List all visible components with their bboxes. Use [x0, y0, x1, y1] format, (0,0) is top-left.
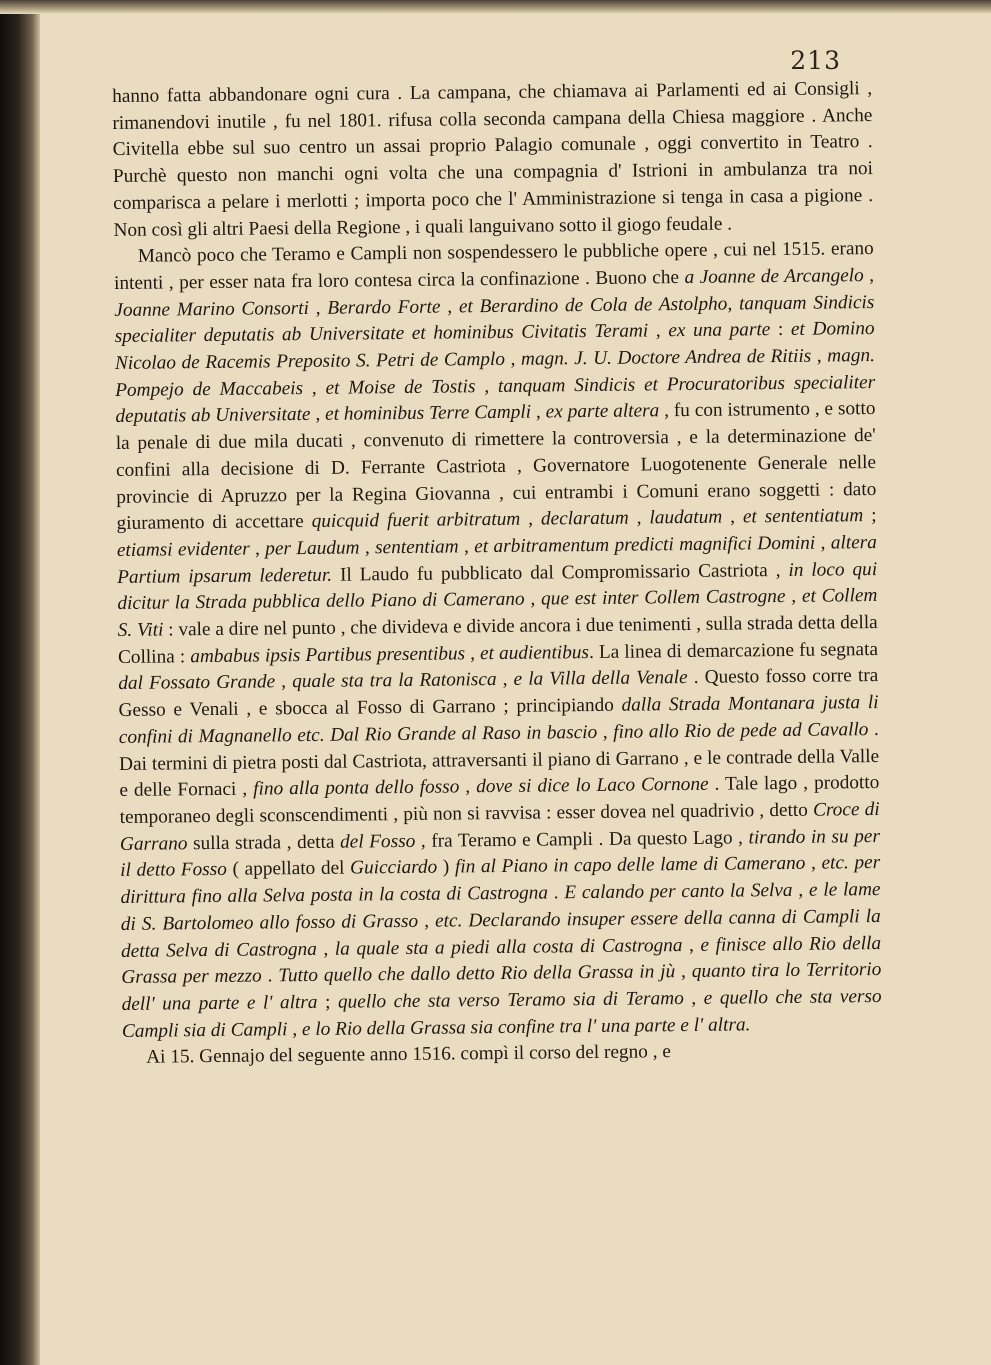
italic-text: e finisce allo Rio della Grassa per mezzo [121, 932, 882, 989]
roman-text: ) [437, 856, 456, 879]
roman-text: Ai 15. Gennajo del seguente anno 1516. compì il corso del regno , e [146, 1041, 672, 1069]
roman-text: ; [863, 505, 877, 527]
roman-text: , [722, 506, 744, 528]
roman-text: , [308, 297, 328, 319]
roman-text: , [458, 536, 475, 558]
roman-text: , [359, 537, 376, 559]
italic-text: tanquam Sindicis et Procuratoribus specialiter deputatis ab Universitate [115, 371, 876, 428]
roman-text: , [249, 538, 266, 560]
italic-text: e la Villa della Venale [513, 667, 688, 691]
italic-text: et hominibus Terre Campli [324, 402, 532, 426]
roman-text: , [524, 588, 542, 611]
italic-text: Tutto quello che dallo detto Rio della Grassa in jù [278, 961, 676, 987]
italic-text: dove si dice lo Laco Cornone [476, 774, 709, 798]
roman-text: , [475, 375, 499, 397]
italic-text: fino allo Rio de pede ad Cavallo [613, 718, 869, 743]
italic-text: quicquid fuerit arbitratum [311, 508, 521, 533]
roman-text: , fu con istrumento , e sotto la penale di due mila ducati , convenuto di rimettere la controversia , e la determinazione de' confini alla decisione di D. Ferrante Castriota , Governatore Luogotenente Generale nelle provincie di Apruzzo per la Regina Giovanna , cui entrambi i Comuni erano soggetti : dato giuramento di accettare [115, 398, 877, 535]
italic-text: tanquam Sindicis specialiter deputatis ab Universitate et hominibus Civitatis Terami [114, 291, 875, 348]
roman-text: . Tale lago , prodotto temporaneo degli sconscendimenti , più non si ravvisa : esser dovea nel quadrivio , detto [119, 772, 880, 828]
roman-text: , [530, 401, 546, 424]
roman-text: Il Laudo fu pubblicato dal Compromissario Castriota , [331, 559, 789, 586]
roman-text: : [770, 319, 792, 341]
roman-text: , [675, 961, 692, 983]
roman-text: ( appellato del [226, 857, 351, 881]
roman-text: sulla strada , detta [187, 831, 341, 854]
italic-text: a Joanne de Arcangelo [684, 265, 864, 288]
body-text [112, 76, 882, 1072]
italic-text: del Fosso [339, 830, 416, 853]
roman-text: . Questo fosso corre tra Gesso e Venali , e sbocca al Fosso di Garrano ; principiando [118, 665, 879, 722]
italic-text: et sententiatum [742, 505, 864, 528]
italic-text: declaratum [540, 507, 629, 530]
italic-text: et audientibus [479, 641, 590, 664]
book-binding-edge [0, 0, 40, 1365]
roman-text: , [440, 296, 460, 318]
italic-text: quello che sta verso Teramo sia di Teramo [337, 987, 684, 1013]
roman-text: , [520, 508, 542, 530]
italic-text: Croce di Garrano [119, 798, 880, 855]
page-number: 213 [790, 46, 841, 75]
italic-text: fin al Piano in capo delle lame di Camerano [454, 853, 806, 878]
italic-text: etc. Declarando insuper essere della canna di Campli la detta Selva di Castrogna [120, 905, 881, 962]
roman-text: . La linea di demarcazione fu segnata [588, 638, 879, 663]
roman-text: , [496, 669, 514, 691]
page-top-shadow [0, 0, 991, 14]
paragraph [112, 76, 874, 244]
italic-text: magn. Pompejo de Maccabeis [115, 345, 875, 401]
italic-text: et Moise de Tostis [325, 375, 476, 399]
roman-text: , [417, 910, 436, 932]
roman-text: , [459, 776, 477, 798]
italic-text: et arbitramentum predicti magnifici Domini [474, 532, 816, 558]
roman-text: . Dai termini di pietra posti dal Castriota, attraversanti il piano di Garrano , e le contrade della Valle e delle Fornaci , [119, 718, 880, 802]
italic-text: per Laudum [265, 537, 360, 560]
roman-text: Mancò poco che Teramo e Campli non sospendessero le pubbliche opere , cui nel 1515. erano intenti , per esser nata fra loro contesa circa la confinazione . Buono che [113, 238, 874, 294]
italic-text: ex una parte [668, 319, 771, 342]
roman-text: ; [317, 991, 339, 1013]
italic-text: Joanne Marino Consorti [114, 297, 310, 321]
italic-text: et Collem S. Viti [117, 585, 878, 642]
italic-text: e lo Rio della Grassa sia confine tra l' una parte e l' altra. [301, 1013, 751, 1040]
italic-text: et Berardino de Cola de Astolpho [458, 293, 728, 318]
roman-text: , [648, 320, 669, 342]
italic-text: ex parte altera [545, 400, 660, 423]
italic-text: et Domino Nicolao de Racemis Preposito S. Petri de Camplo [114, 318, 875, 375]
italic-text: Berardo Forte [327, 296, 441, 319]
italic-text: altera Partium ipsarum lederetur. [117, 531, 877, 588]
roman-text: , [302, 377, 326, 399]
italic-text: que est inter Collem Castrogne [540, 586, 786, 610]
italic-text: in loco qui dicitur la Strada pubblica dello Piano di Camerano [117, 558, 878, 615]
roman-text: , [815, 532, 831, 554]
italic-text: laudatum [649, 506, 723, 529]
paragraph [114, 236, 882, 1045]
italic-text: dalla Strada Montanara justa li confini di Magnanello etc. Dal Rio Grande al Raso in bascio [118, 692, 879, 748]
roman-text: , [316, 938, 335, 960]
italic-text: etiamsi evidenter [116, 538, 250, 561]
roman-text: , [792, 879, 810, 902]
roman-text: , [310, 404, 326, 426]
italic-text: la quale sta a piedi alla costa di Castrogna [334, 934, 683, 960]
italic-text: tirando in su per il detto Fosso [120, 825, 881, 882]
roman-text: . [547, 882, 565, 904]
italic-text: e quello che sta verso Campli sia di Campli [121, 985, 882, 1042]
roman-text: , [628, 507, 650, 529]
roman-text: , [785, 586, 803, 608]
italic-text: quanto tira lo Territorio dell' una parte e l' altra [121, 959, 882, 1015]
italic-text: dal Fossato Grande [118, 671, 276, 695]
roman-text: , [464, 642, 481, 665]
italic-text: fino alla ponta dello fosso [253, 776, 460, 800]
roman-text: . [261, 965, 279, 987]
roman-text: , [597, 721, 614, 743]
italic-text: sententiam [374, 536, 459, 559]
roman-text: hanno fatta abbandonare ogni cura . La campana, che chiamava ai Parlamenti ed ai Consigli , rimanendovi inutile , fu nel 1801. rifusa colla seconda campana della Chiesa maggiore . Anche Civitella ebbe sul suo centro un assai proprio Palagio comunale , oggi convertito in Teatro . Purchè questo non manchi ogni volta che una compagnia d' Istrioni in ambulanza tra noi comparisca a pelare i merlotti ; importa poco che l' Amministrazione si tenga in casa a pigione . Non così gli altri Paesi della Regione , i quali languivano sotto il giogo feudale . [112, 78, 874, 241]
roman-text: , [727, 293, 740, 315]
italic-text: E calando per canto la Selva [564, 880, 793, 904]
roman-text: , [863, 264, 875, 287]
roman-text: , fra Teramo e Campli . Da questo Lago , [415, 827, 749, 852]
italic-text: quale sta tra la Ratonisca [292, 669, 497, 693]
roman-text: : vale a dire nel punto , che divideva e divide ancora i due tenimenti , sulla strada detta della Collina : [117, 612, 878, 668]
italic-text: Guicciardo [350, 857, 438, 879]
italic-text: e le lame di S. Bartolomeo allo fosso di Grasso [120, 879, 881, 935]
roman-text: , [682, 934, 701, 956]
italic-text: etc. per dirittura fino alla Selva posta in la costa di Castrogna [120, 852, 881, 909]
roman-text: , [811, 345, 828, 367]
roman-text: , [504, 348, 522, 370]
italic-text: ambabus ipsis Partibus presentibus [190, 643, 466, 667]
italic-text: magn. J. U. Doctore Andrea de Ritiis [520, 345, 812, 370]
roman-text: , [287, 1018, 303, 1040]
roman-text: , [805, 853, 822, 875]
roman-text: , [683, 987, 704, 1009]
roman-text: , [275, 671, 293, 693]
